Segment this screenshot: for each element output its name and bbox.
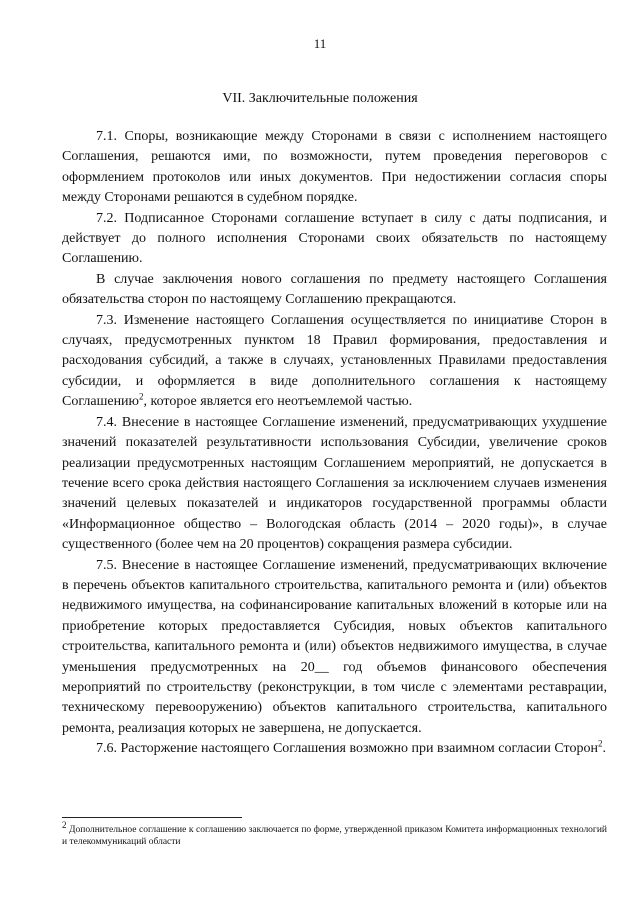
- footnote: [62, 819, 607, 848]
- paragraph-7-2: 7.2. Подписанное Сторонами соглашение вступает в силу с даты подписания, и действует до полного исполнения Сторонами своих обязательств по настоящему Соглашению.: [62, 210, 607, 267]
- footnote-ref: 2: [597, 738, 603, 749]
- footnote-divider: [62, 817, 242, 818]
- footnote-text: Дополнительное соглашение к соглашению заключается по форме, утвержденной приказом Комитета информационных технологий и телекоммуникаций области: [62, 825, 607, 847]
- section-body: [62, 127, 607, 760]
- paragraph-7-1: 7.1. Споры, возникающие между Сторонами в связи с исполнением настоящего Соглашения, решаются ими, по возможности, путем проведения переговоров с оформлением протоколов или иных документов. При недостижении согласия споры между Сторонами решаются в судебном порядке.: [62, 129, 607, 206]
- section-heading: VII. Заключительные положения: [222, 91, 418, 106]
- paragraph-7-4: 7.4. Внесение в настоящее Соглашение изменений, предусматривающих ухудшение значений показателей результативности использования Субсидии, увеличение сроков реализации предусмотренных настоящим Соглашением мероприятий, не допускается в течение всего срока действия настоящего Соглашения за исключением случаев изменения значений целевых показателей и индикаторов государственной программы области «Информационное общество – Вологодская область (2014 – 2020 годы)», в случае существенного (более чем на 20 процентов) сокращения размера субсидии.: [62, 414, 607, 553]
- footnote-marker: 2: [62, 819, 67, 830]
- footnote-ref: 2: [139, 391, 144, 402]
- page-number: 11: [313, 36, 327, 51]
- paragraph-new-agreement: В случае заключения нового соглашения по предмету настоящего Соглашения обязательства сторон по настоящему Соглашению прекращаются.: [62, 271, 607, 308]
- paragraph-7-3: 7.3. Изменение настоящего Соглашения осуществляется по инициативе Сторон в случаях, предусмотренных пунктом 18 Правил формирования, предоставления и расходования субсидий, а также в случаях, установленных Правилами предоставления субсидии, и оформляется в виде дополнительного соглашения к настоящему Соглашению$^2$, которое является его неотъемлемой частью.: [62, 312, 607, 410]
- paragraph-7-6: 7.6. Расторжение настоящего Соглашения возможно при взаимном согласии Сторон$^2$.: [96, 738, 606, 757]
- paragraph-7-5: 7.5. Внесение в настоящее Соглашение изменений, предусматривающих включение в перечень объектов капитального строительства, капитального ремонта и (или) объектов недвижимого имущества, на софинансирование капитальных вложений в которые или на приобретение которых предоставляется Субсидия, новых объектов капитального строительства, капитального ремонта и (или) объектов недвижимого имущества, в случае уменьшения предусмотренных на 20__ год объемов финансового обеспечения мероприятий по строительству (реконструкции, в том числе с элементами реставрации, техническому перевооружению) объектов капитального строительства, капитального ремонта, реализация которых не завершена, не допускается.: [62, 557, 607, 736]
